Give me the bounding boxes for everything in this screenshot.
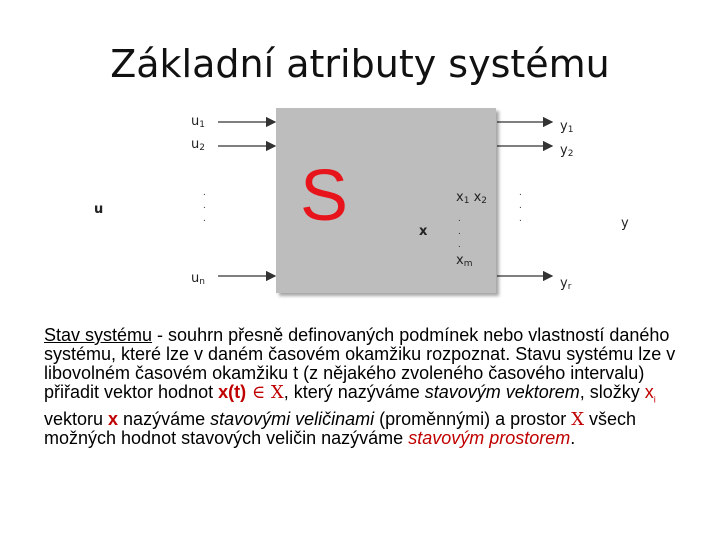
state-group-label: x [419,224,428,239]
state-space-term: stavovým prostorem [408,427,571,448]
output-label-y2: $y_2$ [560,143,574,159]
input-label-un: $u_n$ [191,271,205,287]
input-dots: . . . [203,187,206,224]
xi-symbol: $x_i$ [644,382,656,405]
input-label-u1: $u_1$ [191,114,205,130]
element-of-X: ∈ X [246,382,284,403]
output-group-label: y [621,216,629,231]
output-label-y1: $y_1$ [560,119,574,135]
state-label-xm: $x_m$ [456,253,473,269]
system-letter: S [300,156,349,236]
X-space-symbol: X [571,408,585,430]
output-dots: . . . [519,187,522,224]
x-bold-symbol: x [108,408,119,429]
state-label-x1-x2: $x_1$ $x_2$ [456,190,488,206]
state-variables-term: stavovými veličinami [210,408,375,429]
state-dots: . . . [458,213,461,250]
x-of-t: x(t) [218,382,247,402]
input-group-label: u [94,202,104,217]
output-label-yr: $y_r$ [560,276,572,292]
term-state: Stav systému [44,325,153,345]
slide-title: Základní atributy systému [110,42,610,86]
input-label-u2: $u_2$ [191,137,205,153]
state-vector-term: stavovým vektorem [424,382,580,402]
definition-paragraph: Stav systému - souhrn přesně definovaných podmínek nebo vlastností daného systému, které lze v daném časovém okamžiku rozpoznat. Stavu systému lze v libovolném časovém okamžiku t (z nějakého zvoleného časového intervalu) přiřadit vektor hodnot x(t) ∈ X, který nazýváme stavovým vektorem, složky $x_i$ vektoru x nazýváme stavovými veličinami (proměnnými) a prostor X všech možných hodnot stavových veličin nazýváme stavovým prostorem. [44,325,676,448]
